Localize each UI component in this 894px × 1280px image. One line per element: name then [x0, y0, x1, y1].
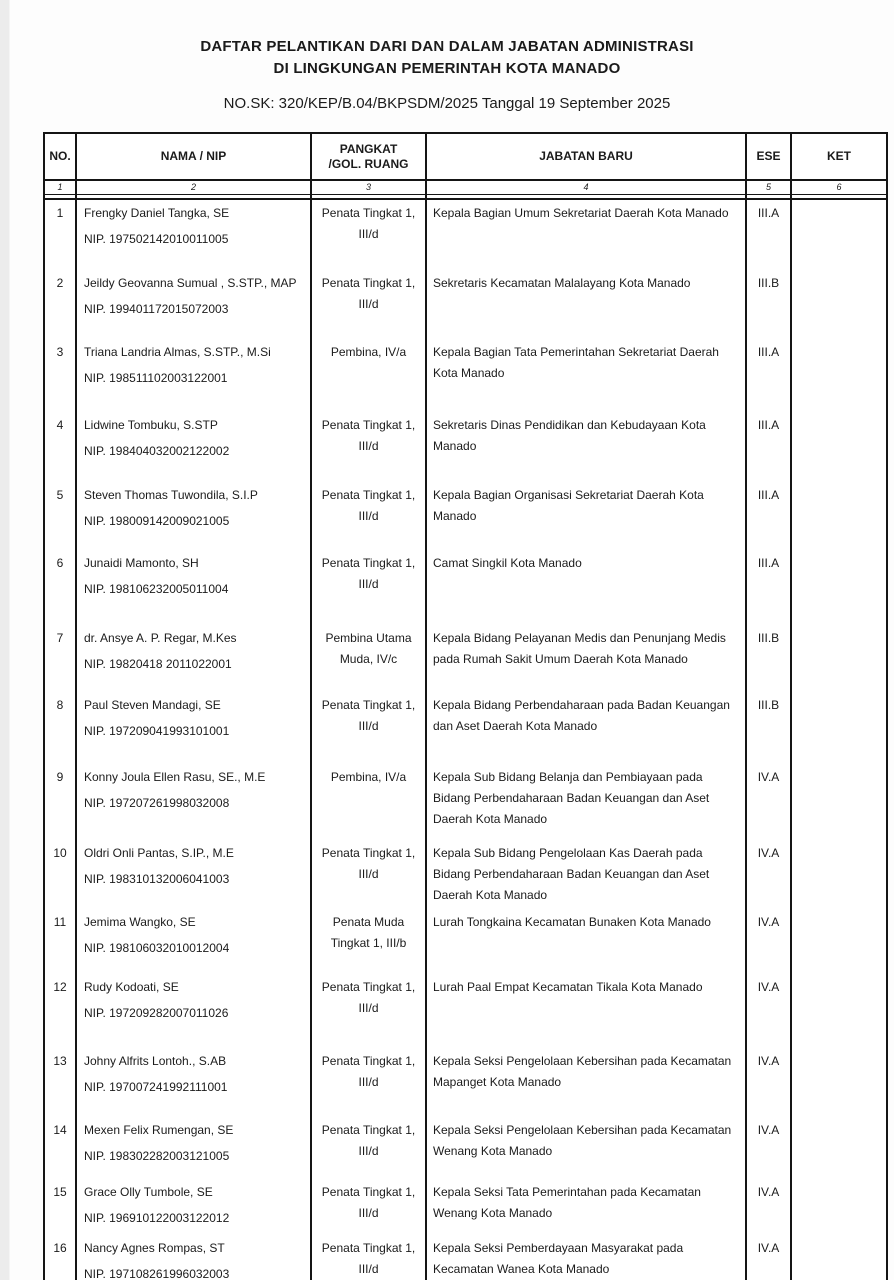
- column-header-pangkat: [312, 134, 427, 181]
- nama-nip-cell: [77, 1117, 312, 1179]
- employee-nip: NIP. 199401172015072003: [84, 302, 229, 316]
- employee-name: Junaidi Mamonto, SH: [84, 556, 199, 570]
- keterangan-cell: [792, 1235, 886, 1280]
- column-header-ese: [747, 134, 792, 181]
- table-row: [45, 339, 886, 412]
- row-number: 1: [45, 200, 77, 270]
- jabatan-baru-cell: Kepala Seksi Pengelolaan Kebersihan pada Kecamatan Wenang Kota Manado: [427, 1117, 747, 1179]
- employee-name: Steven Thomas Tuwondila, S.I.P: [84, 488, 258, 502]
- keterangan-cell: [792, 764, 886, 840]
- employee-nip: NIP. 197007241992111001: [84, 1080, 228, 1094]
- jabatan-baru-cell: Kepala Sub Bidang Pengelolaan Kas Daerah pada Bidang Perbendaharaan Badan Keuangan dan Aset Daerah Kota Manado: [427, 840, 747, 909]
- employee-name: Nancy Agnes Rompas, ST: [84, 1241, 225, 1255]
- table-row: [45, 270, 886, 339]
- document-header: [0, 0, 894, 114]
- employee-name: Paul Steven Mandagi, SE: [84, 698, 221, 712]
- employee-name: Lidwine Tombuku, S.STP: [84, 418, 218, 432]
- page-scan-edge: [0, 0, 10, 1280]
- jabatan-baru-cell: Kepala Sub Bidang Belanja dan Pembiayaan pada Bidang Perbendaharaan Badan Keuangan dan Aset Daerah Kota Manado: [427, 764, 747, 840]
- keterangan-cell: [792, 692, 886, 764]
- employee-nip: NIP. 197108261996032003: [84, 1267, 230, 1280]
- column-number-5: 5: [747, 181, 792, 195]
- eselon-cell: III.B: [747, 270, 792, 339]
- pangkat-gol-ruang-cell: Pembina, IV/a: [312, 764, 427, 840]
- jabatan-baru-cell: Kepala Bagian Organisasi Sekretariat Daerah Kota Manado: [427, 482, 747, 550]
- employee-name: Rudy Kodoati, SE: [84, 980, 179, 994]
- pangkat-gol-ruang-cell: Penata Tingkat 1, III/d: [312, 550, 427, 625]
- column-header-jabatan-label: JABATAN BARU: [539, 149, 633, 163]
- row-number: 7: [45, 625, 77, 692]
- column-number-3: 3: [312, 181, 427, 195]
- eselon-cell: III.B: [747, 625, 792, 692]
- eselon-cell: IV.A: [747, 764, 792, 840]
- row-number: 6: [45, 550, 77, 625]
- jabatan-baru-cell: Kepala Seksi Pengelolaan Kebersihan pada Kecamatan Mapanget Kota Manado: [427, 1048, 747, 1117]
- keterangan-cell: [792, 840, 886, 909]
- employee-name: Triana Landria Almas, S.STP., M.Si: [84, 345, 271, 359]
- employee-nip: NIP. 197209041993101001: [84, 724, 230, 738]
- pangkat-gol-ruang-cell: Penata Tingkat 1, III/d: [312, 1117, 427, 1179]
- pangkat-gol-ruang-cell: Pembina Utama Muda, IV/c: [312, 625, 427, 692]
- keterangan-cell: [792, 1048, 886, 1117]
- pangkat-gol-ruang-cell: Penata Tingkat 1, III/d: [312, 200, 427, 270]
- table-row: [45, 200, 886, 270]
- column-header-nama-nip: [77, 134, 312, 181]
- column-header-no-label: NO.: [49, 149, 71, 163]
- pangkat-gol-ruang-cell: Penata Tingkat 1, III/d: [312, 1179, 427, 1235]
- nama-nip-cell: [77, 764, 312, 840]
- appointments-table: [43, 132, 888, 1280]
- jabatan-baru-cell: Camat Singkil Kota Manado: [427, 550, 747, 625]
- keterangan-cell: [792, 412, 886, 482]
- table-row: [45, 692, 886, 764]
- document-title-line1: DAFTAR PELANTIKAN DARI DAN DALAM JABATAN ADMINISTRASI: [200, 38, 694, 55]
- jabatan-baru-cell: Kepala Bidang Perbendaharaan pada Badan Keuangan dan Aset Daerah Kota Manado: [427, 692, 747, 764]
- row-number: 11: [45, 909, 77, 974]
- column-header-ese-label: ESE: [756, 149, 781, 163]
- document-title-line2: DI LINGKUNGAN PEMERINTAH KOTA MANADO: [273, 60, 621, 77]
- table-row: [45, 1117, 886, 1179]
- jabatan-baru-cell: Kepala Bidang Pelayanan Medis dan Penunjang Medis pada Rumah Sakit Umum Daerah Kota Manado: [427, 625, 747, 692]
- employee-nip: NIP. 197209282007011026: [84, 1006, 229, 1020]
- jabatan-baru-cell: Sekretaris Kecamatan Malalayang Kota Manado: [427, 270, 747, 339]
- nama-nip-cell: [77, 840, 312, 909]
- eselon-cell: IV.A: [747, 1117, 792, 1179]
- nama-nip-cell: [77, 200, 312, 270]
- column-header-no: [45, 134, 77, 181]
- employee-name: Mexen Felix Rumengan, SE: [84, 1123, 234, 1137]
- nama-nip-cell: [77, 974, 312, 1048]
- column-header-nama-label: NAMA / NIP: [160, 149, 227, 163]
- eselon-cell: IV.A: [747, 909, 792, 974]
- employee-nip: NIP. 197502142010011005: [84, 232, 229, 246]
- pangkat-gol-ruang-cell: Penata Tingkat 1, III/d: [312, 482, 427, 550]
- row-number: 15: [45, 1179, 77, 1235]
- table-row: [45, 1235, 886, 1280]
- employee-name: Jemima Wangko, SE: [84, 915, 196, 929]
- employee-nip: NIP. 197207261998032008: [84, 796, 230, 810]
- nama-nip-cell: [77, 270, 312, 339]
- row-number: 2: [45, 270, 77, 339]
- keterangan-cell: [792, 1179, 886, 1235]
- keterangan-cell: [792, 482, 886, 550]
- employee-name: Oldri Onli Pantas, S.IP., M.E: [84, 846, 234, 860]
- row-number: 4: [45, 412, 77, 482]
- jabatan-baru-cell: Kepala Bagian Umum Sekretariat Daerah Kota Manado: [427, 200, 747, 270]
- keterangan-cell: [792, 550, 886, 625]
- row-number: 10: [45, 840, 77, 909]
- employee-nip: NIP. 196910122003122012: [84, 1211, 230, 1225]
- table-row: [45, 1179, 886, 1235]
- row-number: 5: [45, 482, 77, 550]
- eselon-cell: IV.A: [747, 840, 792, 909]
- employee-nip: NIP. 198009142009021005: [84, 514, 230, 528]
- row-number: 8: [45, 692, 77, 764]
- table-row: [45, 840, 886, 909]
- column-number-row: [45, 181, 886, 195]
- pangkat-gol-ruang-cell: Penata Tingkat 1, III/d: [312, 840, 427, 909]
- jabatan-baru-cell: Kepala Bagian Tata Pemerintahan Sekretariat Daerah Kota Manado: [427, 339, 747, 412]
- employee-nip: NIP. 198302282003121005: [84, 1149, 230, 1163]
- eselon-cell: III.A: [747, 550, 792, 625]
- nama-nip-cell: [77, 550, 312, 625]
- table-row: [45, 764, 886, 840]
- jabatan-baru-cell: Kepala Seksi Pemberdayaan Masyarakat pada Kecamatan Wanea Kota Manado: [427, 1235, 747, 1280]
- eselon-cell: III.B: [747, 692, 792, 764]
- jabatan-baru-cell: Lurah Tongkaina Kecamatan Bunaken Kota Manado: [427, 909, 747, 974]
- employee-nip: NIP. 198404032002122002: [84, 444, 230, 458]
- eselon-cell: IV.A: [747, 1048, 792, 1117]
- pangkat-gol-ruang-cell: Penata Tingkat 1, III/d: [312, 1235, 427, 1280]
- table-row: [45, 625, 886, 692]
- keterangan-cell: [792, 625, 886, 692]
- employee-name: Johny Alfrits Lontoh., S.AB: [84, 1054, 227, 1068]
- column-header-ket: [792, 134, 886, 181]
- nama-nip-cell: [77, 1048, 312, 1117]
- table-row: [45, 482, 886, 550]
- table-row: [45, 550, 886, 625]
- pangkat-gol-ruang-cell: Penata Tingkat 1, III/d: [312, 412, 427, 482]
- table-body: [45, 200, 886, 1280]
- nama-nip-cell: [77, 482, 312, 550]
- pangkat-gol-ruang-cell: Penata Tingkat 1, III/d: [312, 974, 427, 1048]
- jabatan-baru-cell: Kepala Seksi Tata Pemerintahan pada Kecamatan Wenang Kota Manado: [427, 1179, 747, 1235]
- eselon-cell: III.A: [747, 200, 792, 270]
- table-header-row: [45, 134, 886, 181]
- row-number: 13: [45, 1048, 77, 1117]
- keterangan-cell: [792, 339, 886, 412]
- employee-name: Frengky Daniel Tangka, SE: [84, 206, 230, 220]
- row-number: 3: [45, 339, 77, 412]
- keterangan-cell: [792, 200, 886, 270]
- employee-nip: NIP. 19820418 2011022001: [84, 657, 232, 671]
- table-row: [45, 412, 886, 482]
- jabatan-baru-cell: Lurah Paal Empat Kecamatan Tikala Kota Manado: [427, 974, 747, 1048]
- table-row: [45, 974, 886, 1048]
- row-number: 16: [45, 1235, 77, 1280]
- row-number: 9: [45, 764, 77, 840]
- keterangan-cell: [792, 974, 886, 1048]
- row-number: 12: [45, 974, 77, 1048]
- column-header-pangkat-line2: /GOL. RUANG: [328, 156, 409, 171]
- nama-nip-cell: [77, 625, 312, 692]
- employee-nip: NIP. 198106232005011004: [84, 582, 229, 596]
- employee-nip: NIP. 198106032010012004: [84, 941, 230, 955]
- column-number-6: 6: [792, 181, 886, 195]
- employee-nip: NIP. 198310132006041003: [84, 872, 230, 886]
- pangkat-gol-ruang-cell: Penata Muda Tingkat 1, III/b: [312, 909, 427, 974]
- eselon-cell: IV.A: [747, 1235, 792, 1280]
- column-number-1: 1: [45, 181, 77, 195]
- employee-name: Grace Olly Tumbole, SE: [84, 1185, 213, 1199]
- employee-nip: NIP. 198511102003122001: [84, 371, 228, 385]
- keterangan-cell: [792, 270, 886, 339]
- nama-nip-cell: [77, 339, 312, 412]
- keterangan-cell: [792, 1117, 886, 1179]
- column-header-pangkat-line1: PANGKAT: [339, 141, 398, 156]
- column-header-ket-label: KET: [827, 149, 851, 163]
- nama-nip-cell: [77, 692, 312, 764]
- table-row: [45, 1048, 886, 1117]
- pangkat-gol-ruang-cell: Penata Tingkat 1, III/d: [312, 692, 427, 764]
- table-row: [45, 909, 886, 974]
- column-number-2: 2: [77, 181, 312, 195]
- employee-name: Jeildy Geovanna Sumual , S.STP., MAP: [84, 276, 297, 290]
- nama-nip-cell: [77, 412, 312, 482]
- pangkat-gol-ruang-cell: Penata Tingkat 1, III/d: [312, 270, 427, 339]
- eselon-cell: III.A: [747, 339, 792, 412]
- employee-name: dr. Ansye A. P. Regar, M.Kes: [84, 631, 237, 645]
- pangkat-gol-ruang-cell: Penata Tingkat 1, III/d: [312, 1048, 427, 1117]
- column-number-4: 4: [427, 181, 747, 195]
- pangkat-gol-ruang-cell: Pembina, IV/a: [312, 339, 427, 412]
- jabatan-baru-cell: Sekretaris Dinas Pendidikan dan Kebudayaan Kota Manado: [427, 412, 747, 482]
- eselon-cell: IV.A: [747, 974, 792, 1048]
- keterangan-cell: [792, 909, 886, 974]
- document-subtitle: NO.SK: 320/KEP/B.04/BKPSDM/2025 Tanggal 19 September 2025: [223, 95, 671, 112]
- nama-nip-cell: [77, 909, 312, 974]
- row-number: 14: [45, 1117, 77, 1179]
- column-header-jabatan-baru: [427, 134, 747, 181]
- eselon-cell: IV.A: [747, 1179, 792, 1235]
- employee-name: Konny Joula Ellen Rasu, SE., M.E: [84, 770, 266, 784]
- eselon-cell: III.A: [747, 412, 792, 482]
- eselon-cell: III.A: [747, 482, 792, 550]
- nama-nip-cell: [77, 1235, 312, 1280]
- nama-nip-cell: [77, 1179, 312, 1235]
